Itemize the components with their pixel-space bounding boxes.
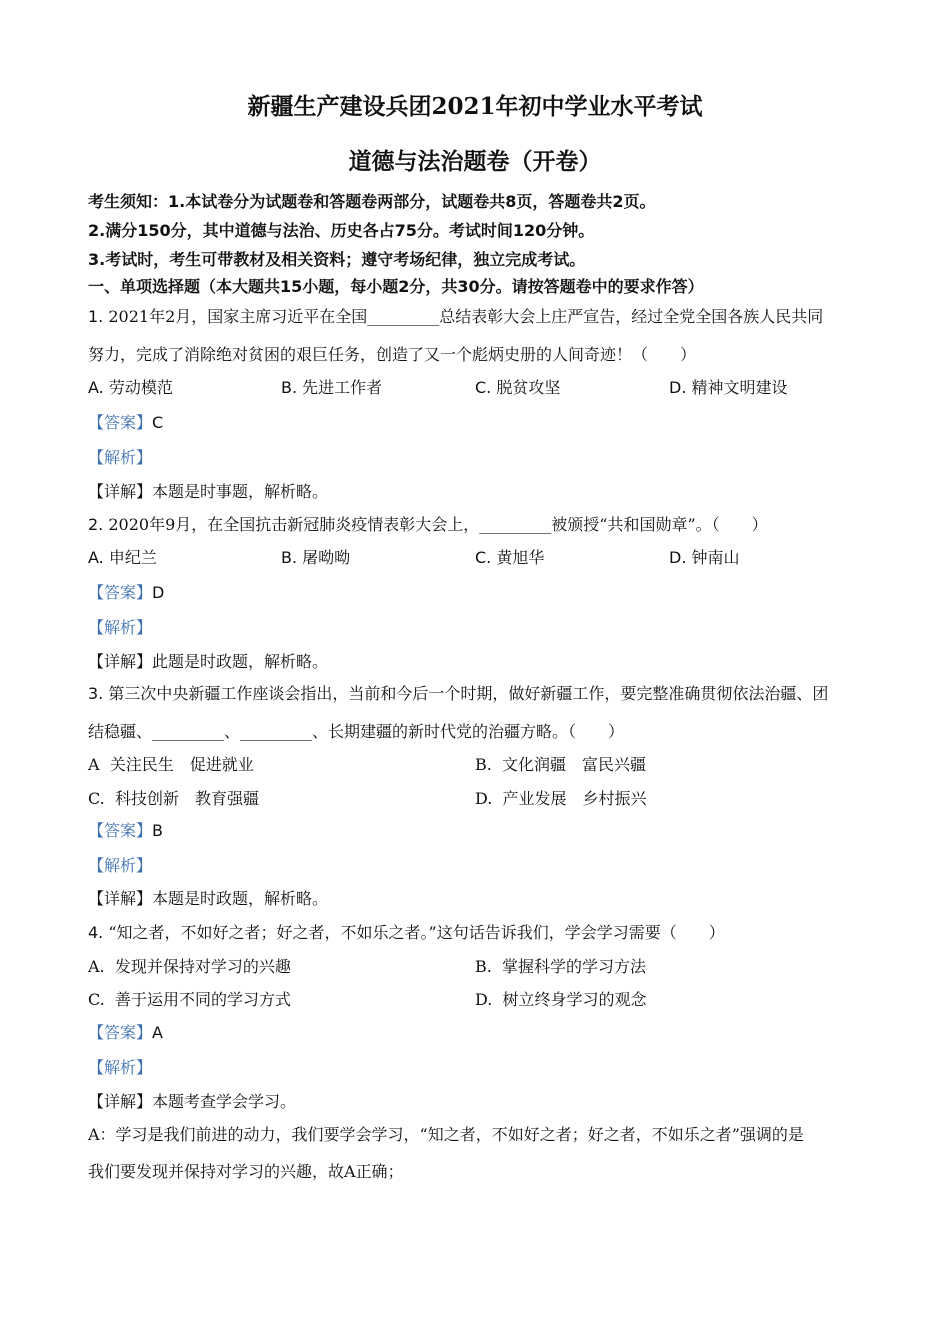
q4-detail: 【详解】本题考查学会学习。 xyxy=(88,1092,297,1111)
q3-option-a: A 关注民生 促进就业 xyxy=(88,755,254,774)
q4-option-c: C. 善于运用不同的学习方式 xyxy=(88,990,291,1009)
q1-option-a: A. 劳动模范 xyxy=(88,378,173,397)
q2-option-a: A. 申纪兰 xyxy=(88,548,157,567)
q3-analysis-label: 【解析】 xyxy=(88,856,153,875)
section-heading: 一、单项选择题（本大题共15小题，每小题2分，共30分。请按答题卷中的要求作答） xyxy=(88,277,704,296)
question-text: 2021年2月，国家主席习近平在全国_________总结表彰大会上庄严宣告，经过全党全国各族人民共同 xyxy=(108,307,824,326)
q4-explanation: A：学习是我们前进的动力，我们要学会学习，“知之者，不如好之者；好之者，不如乐之者”强调的是 xyxy=(88,1125,804,1144)
question-number: 1. xyxy=(88,307,104,326)
q2-option-b: B. 屠呦呦 xyxy=(281,548,351,567)
question-4-stem: 4. “知之者，不如好之者；好之者，不如乐之者。”这句话告诉我们，学会学习需要（ ） xyxy=(88,923,725,942)
q4-analysis-label: 【解析】 xyxy=(88,1058,153,1077)
question-1-stem-cont: 努力，完成了消除绝对贫困的艰巨任务，创造了又一个彪炳史册的人间奇迹！（ ） xyxy=(88,345,697,364)
question-2-stem: 2. 2020年9月，在全国抗击新冠肺炎疫情表彰大会上，_________被颁授“共和国勋章”。（ ） xyxy=(88,515,768,534)
q2-option-d: D. 钟南山 xyxy=(669,548,740,567)
q3-answer: 【答案】B xyxy=(88,821,163,840)
q2-answer: 【答案】D xyxy=(88,583,165,602)
question-3-stem: 3. 第三次中央新疆工作座谈会指出，当前和今后一个时期，做好新疆工作，要完整准确贯彻依法治疆、团 xyxy=(88,684,829,703)
q3-option-b: B. 文化润疆 富民兴疆 xyxy=(475,755,647,774)
q2-option-c: C. 黄旭华 xyxy=(475,548,545,567)
notice-line-3: 3.考试时，考生可带教材及相关资料；遵守考场纪律，独立完成考试。 xyxy=(88,250,586,269)
q4-option-b: B. 掌握科学的学习方法 xyxy=(475,957,647,976)
notice-line-1: 考生须知：1.本试卷分为试题卷和答题卷两部分，试题卷共8页，答题卷共2页。 xyxy=(88,192,656,211)
q1-option-b: B. 先进工作者 xyxy=(281,378,383,397)
q1-option-c: C. 脱贫攻坚 xyxy=(475,378,561,397)
q4-answer: 【答案】A xyxy=(88,1023,163,1042)
q1-analysis-label: 【解析】 xyxy=(88,448,153,467)
q4-explanation-cont: 我们要发现并保持对学习的兴趣，故A正确； xyxy=(88,1162,404,1181)
notice-line-2: 2.满分150分，其中道德与法治、历史各占75分。考试时间120分钟。 xyxy=(88,221,595,240)
q1-detail: 【详解】本题是时事题，解析略。 xyxy=(88,482,329,501)
q2-detail: 【详解】此题是时政题，解析略。 xyxy=(88,652,329,671)
q3-option-d: D. 产业发展 乡村振兴 xyxy=(475,789,647,808)
q3-detail: 【详解】本题是时政题，解析略。 xyxy=(88,889,329,908)
exam-subtitle: 道德与法治题卷（开卷） xyxy=(348,148,602,175)
question-3-stem-cont: 结稳疆、_________、_________、长期建疆的新时代党的治疆方略。（ ） xyxy=(88,722,625,741)
q4-option-a: A. 发现并保持对学习的兴趣 xyxy=(88,957,291,976)
q4-option-d: D. 树立终身学习的观念 xyxy=(475,990,647,1009)
exam-title: 新疆生产建设兵团2021年初中学业水平考试 xyxy=(247,93,703,120)
question-1-stem xyxy=(88,304,823,327)
q3-option-c: C. 科技创新 教育强疆 xyxy=(88,789,259,808)
q1-answer: 【答案】C xyxy=(88,413,164,432)
q2-analysis-label: 【解析】 xyxy=(88,618,153,637)
q1-option-d: D. 精神文明建设 xyxy=(669,378,788,397)
